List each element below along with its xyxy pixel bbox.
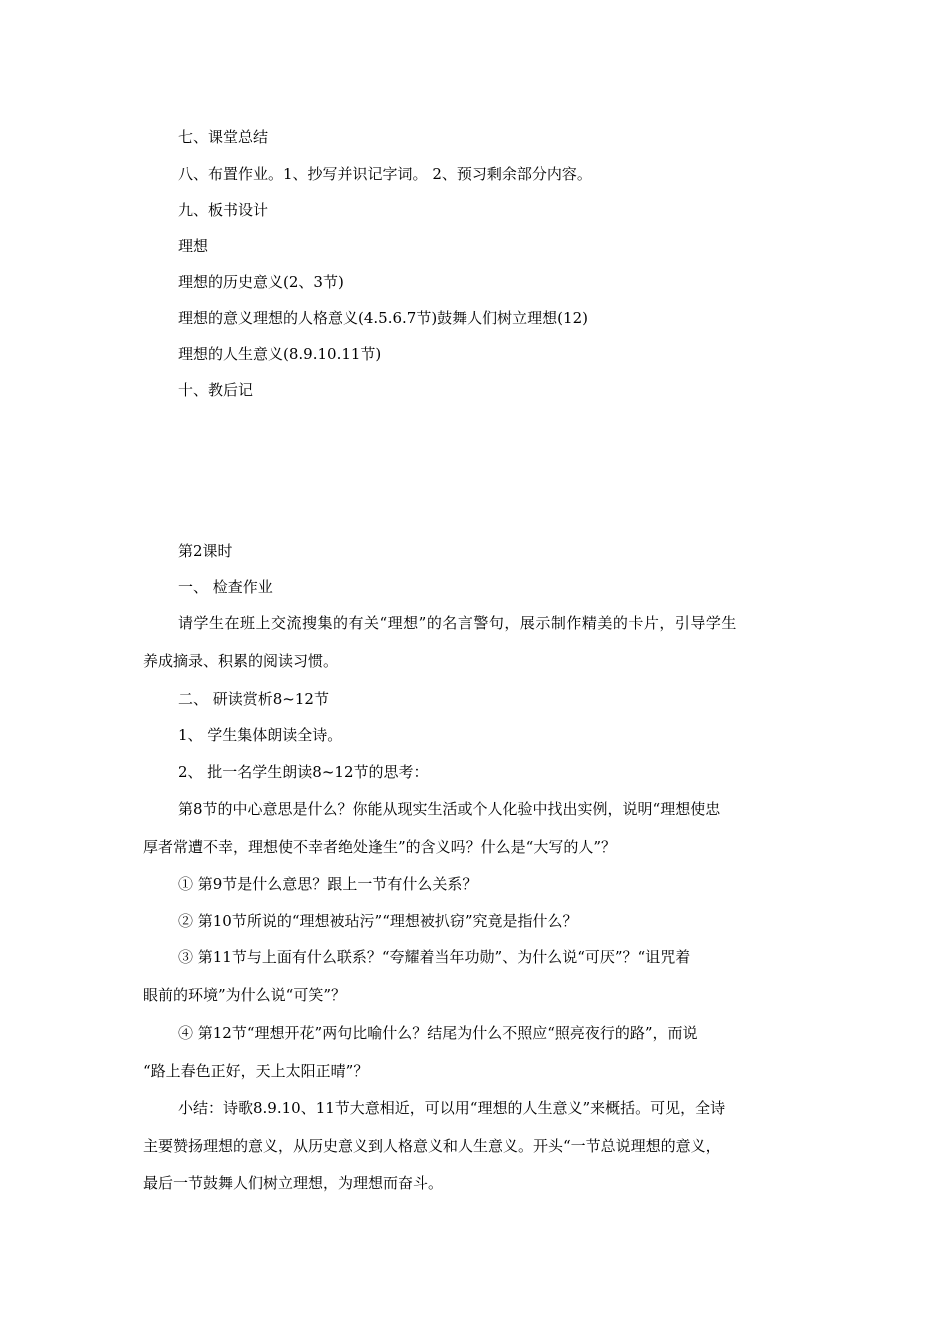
question-12-line2: “路上春色正好，天上太阳正晴”？	[143, 1062, 369, 1080]
lesson-title: 第2课时	[178, 542, 233, 560]
question-11-line1: ③ 第11节与上面有什么联系？“夸耀着当年功勋”、为什么说“可厌”？“诅咒着	[178, 948, 691, 966]
question-11-line2: 眼前的环境”为什么说“可笑”？	[143, 986, 347, 1004]
summary-line2: 主要赞扬理想的意义，从历史意义到人格意义和人生意义。开头“一节总说理想的意义，	[143, 1137, 721, 1155]
step2-item-1: 1、 学生集体朗读全诗。	[178, 726, 343, 744]
afterword-heading: 十、教后记	[178, 381, 254, 399]
step1-paragraph-line2: 养成摘录、积累的阅读习惯。	[143, 652, 339, 670]
question-8-line1: 第8节的中心意思是什么？你能从现实生活或个人化验中找出实例，说明“理想使忠	[178, 800, 721, 818]
board-title: 理想	[178, 237, 209, 255]
summary-line1: 小结：诗歌8.9.10、11节大意相近，可以用“理想的人生意义”来概括。可见，全诗	[178, 1099, 726, 1117]
summary-line3: 最后一节鼓舞人们树立理想，为理想而奋斗。	[143, 1174, 444, 1192]
step1-heading: 一、 检查作业	[178, 578, 273, 596]
board-line-personality: 理想的意义理想的人格意义(4.5.6.7节)鼓舞人们树立理想(12)	[178, 309, 588, 327]
board-line-historical: 理想的历史意义(2、3节)	[178, 273, 344, 291]
homework-line: 八、布置作业。1、抄写并识记字词。 2、预习剩余部分内容。	[178, 165, 592, 183]
question-8-line2: 厚者常遭不幸，理想使不幸者绝处逢生”的含义吗？什么是“大写的人”？	[143, 838, 617, 856]
question-9: ① 第9节是什么意思？跟上一节有什么关系？	[178, 875, 478, 893]
class-summary-heading: 七、课堂总结	[178, 128, 269, 146]
question-12-line1: ④ 第12节“理想开花”两句比喻什么？结尾为什么不照应“照亮夜行的路”，而说	[178, 1024, 698, 1042]
step2-heading: 二、 研读赏析8~12节	[178, 690, 329, 708]
board-line-life: 理想的人生意义(8.9.10.11节)	[178, 345, 382, 363]
question-10: ② 第10节所说的“理想被玷污”“理想被扒窃”究竟是指什么？	[178, 912, 578, 930]
step1-paragraph-line1: 请学生在班上交流搜集的有关“理想”的名言警句，展示制作精美的卡片，引导学生	[178, 614, 737, 632]
board-design-heading: 九、板书设计	[178, 201, 269, 219]
step2-item-2: 2、 批一名学生朗读8~12节的思考：	[178, 763, 429, 781]
